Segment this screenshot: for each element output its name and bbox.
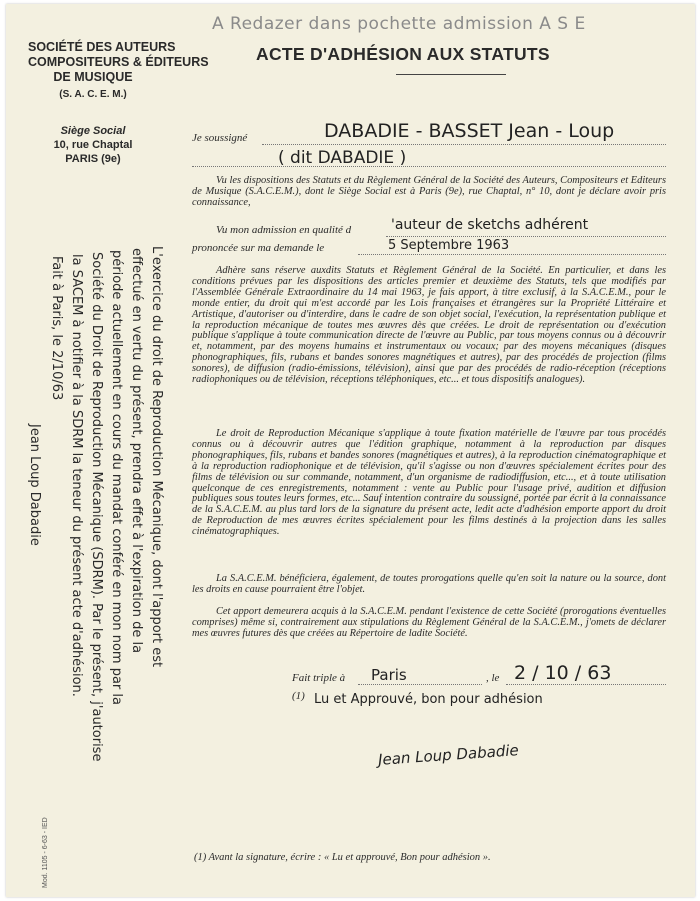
qualite-line: [386, 236, 666, 237]
margin-note-signature: Jean Loup Dabadie: [27, 424, 42, 546]
seat-city: PARIS (9e): [65, 153, 121, 165]
intro-paragraph: Vu les dispositions des Statuts et du Règlement Général de la Société des Auteurs, Compositeurs et Editeurs de Musique (S.A.C.E.M.), dont le Siège Social est à Paris (9e), rue Chaptal, n° 10, dont je déclare avoir pris connaissance,: [192, 175, 666, 208]
signature: Jean Loup Dabadie: [377, 741, 520, 769]
margin-note-line-5: la SACEM à notifier à la SDRM la teneur du présent acte d'adhésion.: [69, 254, 84, 697]
margin-note-line-1: L'exercice du droit de Reproduction Mécanique, dont l'apport est: [149, 246, 164, 668]
paragraph-reproduction: Le droit de Reproduction Mécanique s'applique à toute fixation matérielle de l'œuvre par tous procédés connus ou à découvrir autres que l'édition graphique, notamment à la reproduction par disques phonographiques, fils, rubans et bandes sonores (magnétiques et autres), à la reproduction cinématographique et à la reproduction radiophonique et de télévision, qu'il s'agisse ou non d'œuvres spécialement écrites pour des films de télévision ou sur commande, notamment, d'un organisme de radiodiffusion, etc..., et à toute utilisation quelconque de ces enregistrements, notamment : vente au Public pour l'usage privé, audition et diffusion publiques sous toutes leurs formes, etc... Sauf intention contraire du soussigné, portée par écrit à la connaissance de la S.A.C.E.M. au plus tard lors de la signature du présent acte, ledit acte d'adhésion emporte apport du droit de Reproduction de mes œuvres écrites spécialement pour les films destinés à la projection dans les salles cinématographiques.: [192, 428, 666, 538]
document-page: [6, 4, 695, 897]
place-value: Paris: [371, 666, 407, 684]
approval-handwriting: Lu et Approuvé, bon pour adhésion: [314, 692, 543, 707]
org-name-line-1: SOCIÉTÉ DES AUTEURS: [28, 40, 176, 54]
execution-date-line: [506, 684, 666, 685]
org-name-line-2: COMPOSITEURS & ÉDITEURS: [28, 55, 209, 69]
form-reference: Mod. 1105 - 6-63 - IED: [42, 817, 49, 888]
org-acronym: (S. A. C. E. M.): [59, 89, 127, 100]
soussigne-value-2: ( dit DABADIE ): [278, 148, 407, 168]
title-rule: [396, 74, 506, 75]
place-line: [358, 684, 482, 685]
le-label: , le: [486, 672, 500, 684]
paragraph-prorogations: La S.A.C.E.M. bénéficiera, également, de toutes prorogations quelle qu'en soit la nature ou la source, dont les droits en cause pourraient être l'objet.: [192, 573, 666, 595]
soussigne-line-2: [192, 166, 666, 167]
seat-label: Siège Social: [60, 125, 126, 137]
margin-note-line-3: période actuellement en cours du mandat conféré en mon nom par la: [109, 250, 124, 705]
paragraph-apport: Cet apport demeurera acquis à la S.A.C.E.M. pendant l'existence de cette Société (prorogations éventuelles comprises) même si, contrairement aux stipulations du Règlement Général de la S.A.C.E.M., j'omets de déclarer mes œuvres futures dès que créées au Répertoire de ladite Société.: [192, 606, 666, 639]
document-title: ACTE D'ADHÉSION AUX STATUTS: [256, 44, 550, 64]
margin-note-line-2: effectué en vertu du présent, prendra effet à l'expiration de la: [129, 248, 144, 654]
footnote-marker: (1): [292, 690, 305, 702]
margin-note-line-4: Société du Droit de Reproduction Mécanique (SDRM). Par le présent, j'autorise: [89, 252, 104, 762]
footnote: (1) Avant la signature, écrire : « Lu et approuvé, Bon pour adhésion ».: [194, 852, 491, 863]
soussigne-line: [262, 144, 666, 145]
date-label: prononcée sur ma demande le: [192, 242, 325, 254]
date-line: [358, 254, 666, 255]
margin-note-line-6: Fait à Paris, le 2/10/63: [49, 256, 64, 401]
organization-block: [28, 40, 209, 102]
paragraph-adhesion: Adhère sans réserve auxdits Statuts et Règlement Général de la Société. En particulier, et dans les conditions prévues par les dispositions des articles premier et deuxième des Statuts, tels que modifiés par l'Assemblée Générale Extraordinaire du 14 mai 1963, je fais apport, à titre exclusif, à la S.A.C.E.M., pour le monde entier, du droit qui m'est accordé par les Lois françaises et étrangères sur la Propriété Littéraire et Artistique, d'autoriser ou d'interdire, dans le cadre de son objet social, l'exécution, la représentation publique et la reproduction mécanique de toutes mes œuvres dès que créées. Le droit de représentation ou d'exécution publique s'applique à toute communication directe de l'œuvre au Public, par tous moyens connus ou à découvrir et, notamment, par des moyens humains et instrumentaux ou vocaux; par des moyens mécaniques (disques phonographiques, fils, rubans et bandes sonores magnétiques et autres), par des procédés de projection (films sonores), de diffusion (radio-émissions, télévision), ainsi que par des procédés de radio-réception (réceptions radiophoniques ou de télévision, réceptions téléphoniques, etc... et tous dispositifs analogues).: [192, 265, 666, 386]
qualite-label: Vu mon admission en qualité d: [216, 224, 352, 236]
org-name-line-3: DE MUSIQUE: [53, 70, 133, 84]
seat-address: 10, rue Chaptal: [53, 139, 133, 151]
soussigne-value: DABADIE - BASSET Jean - Loup: [324, 120, 615, 142]
qualite-value: 'auteur de sketchs adhérent: [391, 217, 589, 233]
soussigne-label: Je soussigné: [192, 132, 248, 144]
execution-date-value: 2 / 10 / 63: [514, 662, 612, 684]
fait-label: Fait triple à: [292, 672, 346, 684]
pencil-annotation: A Redazer dans pochette admission A S E: [212, 14, 586, 34]
seat-block: [28, 124, 158, 166]
date-value: 5 Septembre 1963: [388, 238, 510, 253]
